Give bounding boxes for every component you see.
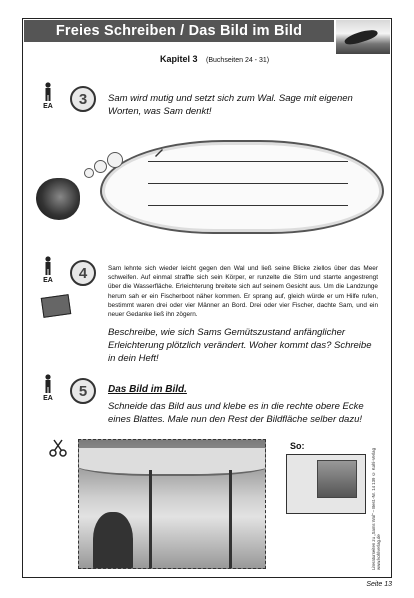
person-figure-icon [43, 374, 53, 394]
example-sheet [286, 454, 366, 514]
chapter-pages: (Buchseiten 24 - 31) [206, 57, 270, 64]
example-label: So: [290, 441, 305, 451]
person-figure-icon [43, 256, 53, 276]
task-5-text: Schneide das Bild aus und klebe es in die rechte obere Ecke eines Blattes. Male nun den Rest der Bildfläche selber dazu! [108, 401, 364, 425]
task-4-reading-text: Sam lehnte sich wieder leicht gegen den Wal und ließ seine Blicke ziellos über das Meer schweifen. Auf einmal straffte sich sein Körper, er runzelte die Stirn und starrte angestrengt über die Wasserfläche. Erleichterung breitete sich auf seinem Gesicht aus. Um die Landzunge herum sah er ein Fischerboot näher kommen. Er sprang auf, gleich würde er um Hilfe rufen, bestimmt waren drei oder vier Männer an Bord. Drei oder vier Fischer, dachte Sam, und ein neuer Gedanke ließ ihn zögern. [108, 265, 378, 319]
chapter-heading [160, 54, 269, 64]
boy-silhouette [93, 512, 133, 569]
pencil-icon [153, 146, 165, 158]
thought-bubble-icon [94, 160, 107, 173]
task-4-text: Beschreibe, wie sich Sams Gemütszustand anfänglicher Erleichterung plötzlich verändert. Woher kommt das? Schreibe in dein Heft! [108, 327, 372, 364]
cutout-picture[interactable] [78, 439, 266, 569]
example-picture-corner [317, 460, 357, 498]
page-title: Freies Schreiben / Das Bild im Bild [24, 20, 334, 42]
chapter-label: Kapitel 3 [160, 54, 198, 64]
task-3-text: Sam wird mutig und setzt sich zum Wal. Sage mit eigenen Worten, was Sam denkt! [108, 93, 353, 117]
task-5-title: Das Bild im Bild. [108, 384, 187, 395]
writing-line [148, 205, 348, 206]
ea-badge-3 [38, 82, 58, 110]
writing-line [148, 161, 348, 162]
ea-badge-5 [38, 374, 58, 402]
publisher-sidebar: Literaturseiten zu „Sams Wal" – Best.-Nr. 14 139 © Kohl-Verlag www.kohlverlag.de [371, 448, 381, 570]
whale-thumbnail-image [336, 20, 390, 54]
boy-head-illustration [36, 178, 80, 220]
task-number-4: 4 [70, 260, 96, 286]
page-number: Seite 13 [366, 581, 392, 588]
task-number-3: 3 [70, 86, 96, 112]
writing-line [148, 183, 348, 184]
ea-badge-4 [38, 256, 58, 284]
task-number-5: 5 [70, 378, 96, 404]
ea-label: EA [43, 103, 53, 110]
scissors-icon [48, 438, 68, 458]
thought-cloud [100, 140, 384, 234]
person-figure-icon [43, 82, 53, 102]
ea-label: EA [43, 277, 53, 284]
thought-bubble-icon [107, 152, 123, 168]
thought-bubble-icon [84, 168, 94, 178]
ea-label: EA [43, 395, 53, 402]
book-icon [41, 294, 72, 318]
